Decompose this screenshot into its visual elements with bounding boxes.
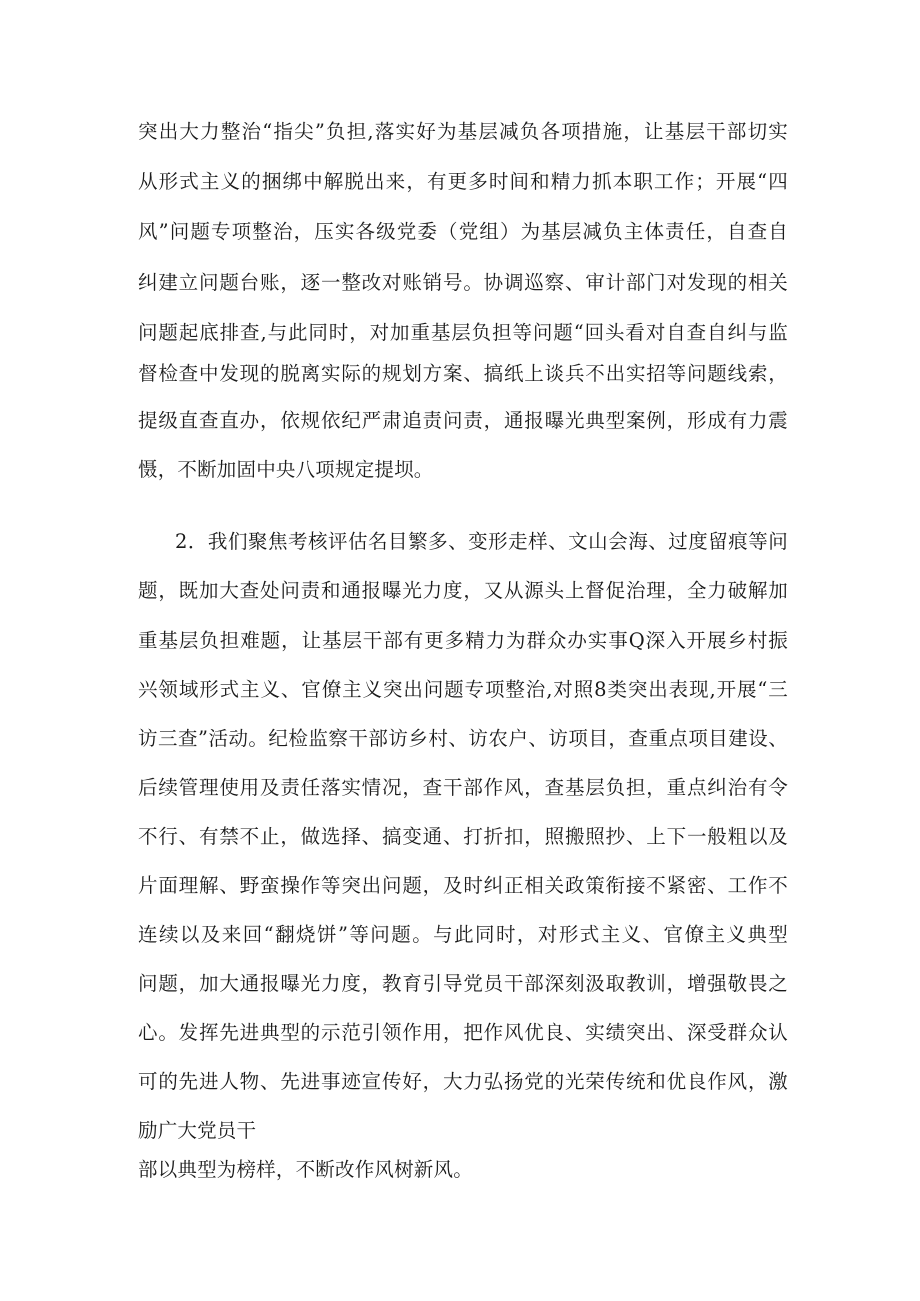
paragraph-2-line: 不行、有禁不止，做选择、搞变通、打折扣，照搬照抄、上下一般粗以及 (138, 825, 788, 848)
paragraph-2-line: 心。发挥先进典型的示范引领作用，把作风优良、实绩突出、深受群众认 (138, 1021, 788, 1044)
paragraph-2-line: 题，既加大查处问责和通报曝光力度，又从源头上督促治理，全力破解加 (138, 579, 788, 602)
paragraph-2-line: 可的先进人物、先进事迹宣传好，大力弘扬党的光荣传统和优良作风，激 (138, 1070, 788, 1093)
paragraph-1-line: 从形式主义的捆绑中解脱出来，有更多时间和精力抓本职工作；开展“四 (138, 170, 788, 193)
paragraph-2-line: 2．我们聚焦考核评估名目繁多、变形走样、文山会海、过度留痕等问 (175, 530, 788, 553)
paragraph-1-line: 风”问题专项整治，压实各级党委（党组）为基层减负主体责任，自查自 (138, 220, 788, 243)
paragraph-2-line: 问题，加大通报曝光力度，教育引导党员干部深刻汲取教训，增强敬畏之 (138, 972, 788, 995)
paragraph-2-line: 访三查”活动。纪检监察干部访乡村、访农户、访项目，查重点项目建设、 (138, 727, 788, 750)
paragraph-1-line: 提级直查直办，依规依纪严肃追责问责，通报曝光典型案例，形成有力震 (138, 409, 788, 432)
paragraph-1-line: 纠建立问题台账，逐一整改对账销号。协调巡察、审计部门对发现的相关 (138, 271, 788, 294)
paragraph-1-line: 督检查中发现的脱离实际的规划方案、搞纸上谈兵不出实招等问题线索， (138, 362, 788, 385)
paragraph-2-line: 片面理解、野蛮操作等突出问题，及时纠正相关政策衔接不紧密、工作不 (138, 874, 788, 897)
paragraph-2-line: 兴领域形式主义、官僚主义突出问题专项整治,对照8类突出表现,开展“三 (138, 678, 788, 701)
paragraph-2-line: 重基层负担难题，让基层干部有更多精力为群众办实事Q深入开展乡村振 (138, 629, 788, 652)
paragraph-1-line: 突出大力整治“指尖”负担,落实好为基层减负各项措施，让基层干部切实 (138, 120, 788, 143)
paragraph-2-line: 励广大党员干 (138, 1119, 257, 1142)
paragraph-2-line: 部以典型为榜样，不断改作风树新风。 (138, 1158, 473, 1181)
paragraph-2-line: 后续管理使用及责任落实情况，查干部作风，查基层负担，重点纠治有令 (138, 776, 788, 799)
paragraph-1-line: 慑，不断加固中央八项规定提坝。 (138, 458, 434, 481)
paragraph-2-line: 连续以及来回“翻烧饼”等问题。与此同时，对形式主义、官僚主义典型 (138, 923, 788, 946)
paragraph-1-line: 问题起底排查,与此同时，对加重基层负担等问题“回头看对自查自纠与监 (138, 321, 788, 344)
